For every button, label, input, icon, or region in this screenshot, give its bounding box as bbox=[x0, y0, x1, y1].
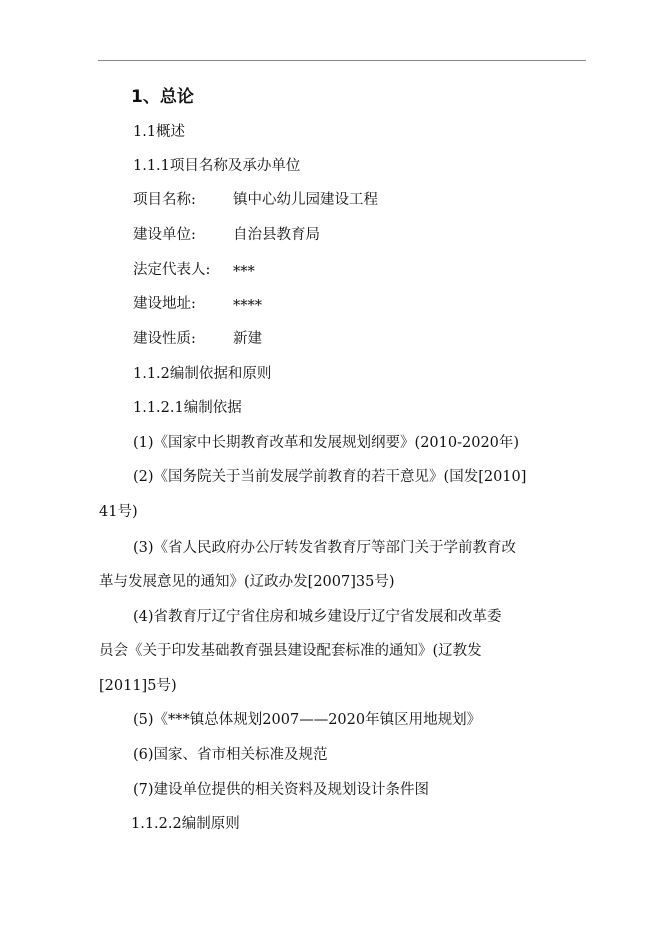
basis-item-1: (1)《国家中长期教育改革和发展规划纲要》(2010-2020年) bbox=[133, 435, 520, 451]
section-1-1-2: 1.1.2编制依据和原则 bbox=[133, 366, 272, 382]
basis-item-7: (7)建设单位提供的相关资料及规划设计条件图 bbox=[133, 782, 430, 798]
basis-item-6: (6)国家、省市相关标准及规范 bbox=[133, 747, 328, 763]
field-label-builder: 建设单位: bbox=[133, 227, 196, 243]
field-value-nature: 新建 bbox=[233, 331, 262, 347]
field-label-project-name: 项目名称: bbox=[133, 192, 196, 208]
basis-item-4-line-2: 员会《关于印发基础教育强县建设配套标准的通知》(辽教发 bbox=[99, 643, 482, 659]
basis-item-2-line-1: (2)《国务院关于当前发展学前教育的若干意见》(国发[2010] bbox=[133, 469, 527, 485]
header-rule bbox=[98, 60, 586, 61]
basis-item-5: (5)《***镇总体规划2007——2020年镇区用地规划》 bbox=[133, 712, 482, 728]
field-value-legal-rep: *** bbox=[233, 264, 255, 280]
section-1-1-1: 1.1.1项目名称及承办单位 bbox=[133, 158, 301, 174]
field-label-address: 建设地址: bbox=[133, 296, 196, 312]
basis-item-4-line-1: (4)省教育厅辽宁省住房和城乡建设厅辽宁省发展和改革委 bbox=[133, 609, 502, 625]
field-value-project-name: 镇中心幼儿园建设工程 bbox=[233, 192, 378, 208]
basis-item-2-line-2: 41号) bbox=[99, 504, 138, 520]
field-value-builder: 自治县教育局 bbox=[233, 227, 320, 243]
basis-item-3-line-2: 革与发展意见的通知》(辽政办发[2007]35号) bbox=[99, 574, 395, 590]
basis-item-4-line-3: [2011]5号) bbox=[99, 678, 177, 694]
basis-item-3-line-1: (3)《省人民政府办公厅转发省教育厅等部门关于学前教育改 bbox=[133, 540, 517, 556]
chapter-heading: 1、总论 bbox=[131, 87, 194, 107]
section-1-1-2-1: 1.1.2.1编制依据 bbox=[133, 400, 242, 416]
field-value-address: **** bbox=[233, 298, 262, 314]
section-1-1: 1.1概述 bbox=[133, 124, 186, 140]
section-1-1-2-2: 1.1.2.2编制原则 bbox=[131, 816, 240, 832]
field-label-legal-rep: 法定代表人: bbox=[133, 262, 211, 278]
field-label-nature: 建设性质: bbox=[133, 331, 196, 347]
